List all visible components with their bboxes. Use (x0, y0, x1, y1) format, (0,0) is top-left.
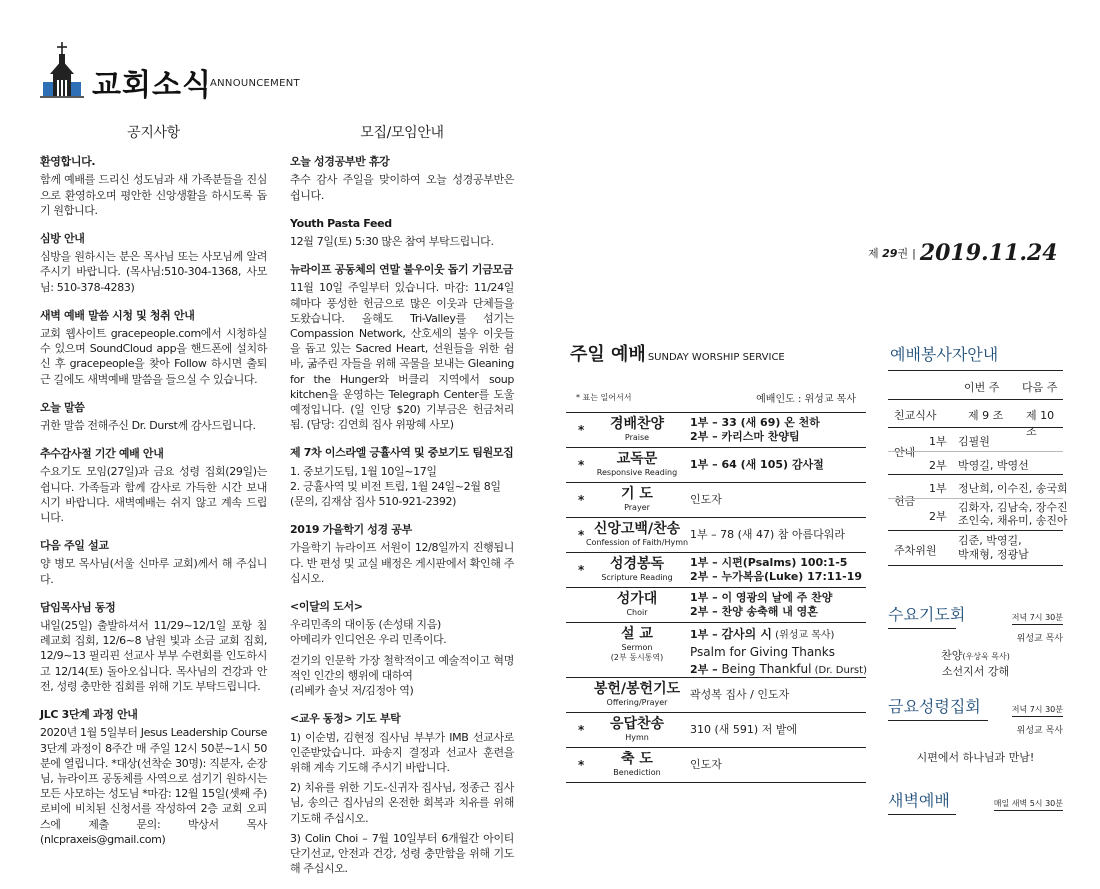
row-label: 친교식사 (894, 409, 937, 422)
meeting-detail: 찬양 (941, 649, 963, 662)
part-label: 2부 (929, 459, 947, 472)
meeting-title: 수요기도회 (888, 605, 966, 624)
recruit-title: <이달의 도서> (290, 600, 363, 614)
notice-body: 함께 예배를 드리신 성도님과 새 가족분들을 진심으로 환영하오며 평안한 신앙생활을 하시도록 돕기 원합니다. (40, 173, 267, 217)
worship-detail: 1부 – 78 (새 47) 참 아름다워라 (690, 528, 846, 541)
recruit-title: <교우 동정> 기도 부탁 (290, 712, 401, 726)
divider (888, 628, 956, 629)
worship-row (566, 553, 866, 588)
row-label: 안내 (894, 446, 916, 459)
worship-row (566, 748, 866, 783)
worship-detail: 310 (새 591) 저 밭에 (690, 723, 798, 736)
worship-item-ko: 신앙고백/찬송 (593, 521, 681, 537)
worship-notes (566, 390, 866, 404)
stand-marker: * (578, 563, 585, 577)
notice-item (40, 154, 267, 218)
worship-row (566, 623, 866, 678)
meeting-leader: 위성교 목사 (1016, 634, 1063, 644)
sermon-part: 1부 – (690, 628, 722, 641)
worship-detail: 1부 – 64 (새 105) 감사절 (690, 458, 824, 471)
divider (888, 720, 988, 721)
notice-item (40, 446, 267, 525)
header-subtitle: ANNOUNCEMENT (210, 78, 300, 89)
worship-item-ko: 봉헌/봉헌기도 (593, 681, 681, 697)
worship-item-ko: 성경봉독 (609, 556, 665, 572)
worship-item-en: Praise (624, 433, 650, 442)
worship-item-en: Offering/Prayer (606, 698, 668, 707)
recruit-body: 12월 7일(토) 5:30 많은 참여 부탁드립니다. (290, 235, 494, 249)
notice-title: 오늘 말씀 (40, 400, 85, 414)
recruit-item (290, 154, 514, 203)
worship-detail: 곽성복 집사 / 인도자 (690, 688, 790, 701)
worship-item-en: Prayer (624, 503, 650, 512)
recruit-title: 뉴라이프 공동체의 연말 불우이웃 돕기 기금모금 (290, 263, 513, 277)
volume-suffix: 권 (897, 247, 909, 260)
notice-body: 귀한 말씀 전해주신 Dr. Durst께 감사드립니다. (40, 419, 256, 433)
volume-prefix: 제 (868, 247, 879, 260)
notice-title: 심방 안내 (40, 232, 85, 246)
recruit-body: 우리민족의 대이동 (손성태 지음) 아메리카 인디언은 우리 민족이다. (290, 618, 447, 647)
date-value: 2019.11.24 (919, 240, 1058, 266)
recruit-title: 2019 가을학기 성경 공부 (290, 523, 412, 537)
notice-title: 담임목사님 동정 (40, 600, 116, 614)
notice-body: 내일(25일) 출발하셔서 11/29~12/1일 포항 침례교회 집회, 12/6~8 남원 빛과 소금 교회 집회, 12/9~13 필리핀 선교사 부부 수련회를 인도하시고 12/14(토) 돌아오십니다. 목사님의 건강과 안전, 성령 충만한 집회를 위해 기도 부탁드립니다. (40, 619, 267, 693)
notices-column (40, 126, 267, 860)
stand-marker: * (578, 423, 585, 437)
worship-item-note: (2부 동시통역) (610, 653, 664, 662)
meeting-detail: 소선지서 강해 (941, 665, 1010, 678)
notice-item (40, 231, 267, 295)
recruit-body: 11월 10일 주일부터 있습니다. 마감: 11/24일 헤마다 풍성한 헌금으로 많은 이웃과 단체들을 도왔습니다. 올해도 Tri-Valley를 섬기는 Compassion Network, 산호세의 불우 이웃들을 돕고 있는 Sacred Heart, 선원들을 위한 쉼바, 굶주린 자들을 위해 곡물을 보내는 Gleaning for the Hunger와 버클리 지역에서 soup kitchen을 운영하는 Telegraph Center를 도울 예정입니다. (일 인당 $20) 기부금은 헌금처리 됨. (담당: 김연희 집사 위팡혜 사모) (290, 281, 514, 432)
recruit-body: 가을학기 뉴라이프 서원이 12/8일까지 진행됩니다. 반 편성 및 교실 배정은 게시판에서 확인해 주십시오. (290, 541, 514, 585)
meeting-title: 금요성령집회 (888, 697, 981, 716)
worship-item-ko: 교독문 (616, 451, 658, 467)
meeting-time: 저녁 7시 30분 (1012, 612, 1063, 625)
recruit-item (290, 262, 514, 432)
worship-detail: 2부 – 찬양 송축해 내 영혼 (690, 605, 818, 618)
servants-header (888, 371, 1063, 399)
servants-row-parking (888, 530, 1063, 566)
worship-item-ko: 설 교 (621, 626, 653, 642)
sermon-title-en: Psalm for Giving Thanks (690, 645, 835, 659)
col-next-week: 다음 주 (1022, 381, 1058, 394)
worship-detail: 1부 – 33 (새 69) 온 천하 (690, 416, 820, 429)
wednesday-prayer (888, 602, 1063, 679)
recruit-body: 2) 치유를 위한 기도-신귀자 집사님, 정종근 집사님, 송의근 집사님의 온전한 회복과 치유를 위해 기도해 주십시오. (290, 781, 514, 825)
worship-title-row (566, 340, 866, 366)
worship-detail: 2부 – 누가복음(Luke) 17:11-19 (690, 570, 863, 583)
volume-number: 29 (882, 247, 898, 260)
part-label: 2부 (929, 510, 947, 523)
volunteer-names: 김준, 박영길, (958, 534, 1022, 547)
meeting-detail: 시편에서 하나님과 만남! (916, 751, 1035, 764)
notice-item (40, 400, 267, 433)
sermon-part: 2부 – (690, 663, 722, 676)
notice-item (40, 308, 267, 387)
stand-marker: * (578, 458, 585, 472)
meeting-time: 매일 새벽 5시 30분 (994, 798, 1063, 811)
servants-row-usher (888, 427, 1063, 474)
recruit-item (290, 216, 514, 249)
recruit-item (290, 445, 514, 509)
recruit-heading: 모집/모임안내 (360, 125, 444, 141)
worship-item-ko: 경배찬양 (609, 416, 665, 432)
notice-title: 환영합니다. (40, 155, 96, 169)
row-label: 주차위원 (894, 544, 937, 557)
recruit-item (290, 711, 514, 876)
stand-note: * 표는 일어서서 (576, 393, 632, 402)
notice-item (40, 707, 267, 847)
recruit-body: 추수 감사 주일을 맞이하여 오늘 성경공부반은 쉽니다. (290, 173, 514, 202)
recruit-body: 3) Colin Choi – 7월 10일부터 6개월간 아이티 단기선교, 안전과 건강, 성령 충만함을 위해 기도해 주십시오. (290, 831, 514, 876)
worship-item-en: Scripture Reading (601, 573, 673, 582)
worship-item-en: Choir (626, 608, 648, 617)
stand-marker: * (578, 758, 585, 772)
worship-order (566, 340, 866, 783)
worship-row (566, 678, 866, 713)
volunteer-names: 박재형, 정광남 (958, 548, 1029, 561)
worship-item-en: Confession of Faith/Hymn (585, 538, 689, 547)
recruit-item (290, 599, 514, 698)
worship-row (566, 588, 866, 623)
notice-body: 2020년 1월 5일부터 Jesus Leadership Course 3단계 과정이 8주간 매 주일 12시 50분~1시 50분에 열립니다. *대상(선착순 30명): 직분자, 순장님, 뉴라이프 공동체를 사역으로 섬기기 원하시는 모든 사모하는 성도님 *마감: 12월 15일(셋째 주)로비에 비치된 신청서를 작성하여 2층 교회 오피스에 제출 문의: 박상서 목사 (nlcpraxeis@gmail.com) (40, 726, 267, 846)
church-icon (40, 40, 84, 98)
worship-item-ko: 기 도 (621, 486, 653, 502)
recruit-title: 오늘 성경공부반 휴강 (290, 155, 390, 169)
worship-subtitle: SUNDAY WORSHIP SERVICE (647, 352, 785, 363)
volunteer-names: 박영길, 박영선 (958, 459, 1029, 472)
cell-next: 제 10 조 (1026, 409, 1055, 438)
recruit-body: 걷기의 인문학 가장 철학적이고 예술적이고 혁명적인 인간의 행위에 대하여 (리베카 솔닛 저/김정아 역) (290, 653, 514, 698)
recruit-item (290, 522, 514, 586)
worship-title: 주일 예배 (570, 344, 646, 365)
sermon-preacher: (Dr. Durst) (811, 665, 867, 676)
worship-item-ko: 성가대 (616, 591, 658, 607)
worship-item-en: Benediction (613, 768, 661, 777)
volunteer-names: 김필원 (958, 435, 990, 448)
worship-detail: 1부 – 시편(Psalms) 100:1-5 (690, 556, 848, 569)
sermon-title: Being Thankful (721, 662, 812, 676)
recruit-title: Youth Pasta Feed (290, 216, 392, 230)
worship-detail: 1부 – 이 영광의 날에 주 찬양 (690, 591, 833, 604)
servants-title: 예배봉사자안내 (890, 345, 999, 364)
servants-table (888, 342, 1068, 566)
header (40, 40, 340, 103)
divider (888, 814, 956, 815)
cell-this: 제 9 조 (968, 409, 1004, 422)
recruit-body: 1) 이순범, 김현정 집사님 부부가 IMB 선교사로 인준받았습니다. 파송지 결정과 선교사 훈련을 위해 계속 기도해 주시기 바랍니다. (290, 730, 514, 774)
part-label: 1부 (929, 435, 947, 448)
worship-item-en: Hymn (625, 733, 649, 742)
notice-item (40, 538, 267, 587)
recruit-body: 1. 중보기도팀, 1월 10일~17일 2. 긍휼사역 및 비전 트립, 1월 24일~2월 8일 (문의, 김재삼 집사 510-921-2392) (290, 464, 501, 509)
notice-body: 양 병모 목사님(서울 신마루 교회)께서 해 주십니다. (40, 557, 267, 586)
worship-rows (566, 412, 866, 783)
part-label: 1부 (929, 482, 947, 495)
volunteer-names: 김화자, 김남숙, 장수진 (958, 501, 1068, 514)
sermon-title: 감사의 시 (721, 627, 772, 641)
worship-row (566, 413, 866, 448)
stand-marker: * (578, 723, 585, 737)
notices-heading: 공지사항 (127, 125, 180, 141)
notice-item (40, 600, 267, 694)
worship-item-en: Sermon (621, 643, 653, 652)
worship-detail: 인도자 (690, 493, 722, 506)
notice-title: 다음 주일 설교 (40, 539, 109, 553)
worship-row (566, 448, 866, 483)
recruit-title: 제 7차 이스라엘 긍휼사역 및 중보기도 팀원모집 (290, 446, 514, 460)
row-label: 헌금 (894, 495, 916, 508)
worship-item-ko: 축 도 (621, 751, 653, 767)
notice-body: 교회 웹사이트 gracepeople.com에서 시청하실 수 있으며 SoundCloud app을 핸드폰에 설치하신 후 gracepeople을 찾아 Follow 하시면 출퇴근 길에도 새벽예배 말씀을 들으실 수 있습니다. (40, 327, 267, 386)
meeting-leader: 위성교 목사 (1016, 726, 1063, 736)
worship-item-en: Responsive Reading (596, 468, 678, 477)
sermon-preacher: (위성교 목사) (772, 630, 835, 641)
dawn-worship (888, 788, 1063, 815)
worship-row (566, 483, 866, 518)
header-title: 교회소식 (92, 68, 212, 103)
meeting-title: 새벽예배 (888, 791, 950, 810)
meeting-detail-note: (우상욱 목사) (962, 652, 1010, 661)
notice-title: 추수감사절 기간 예배 안내 (40, 447, 164, 461)
meeting-time: 저녁 7시 30분 (1012, 704, 1063, 717)
volunteer-names: 조인숙, 채유미, 송진아 (958, 514, 1068, 527)
notice-title: JLC 3단계 과정 안내 (40, 708, 138, 722)
notice-body: 심방을 원하시는 분은 목사님 또는 사모님께 알려주시기 바랍니다. (목사님:510-304-1368, 사모님: 510-378-4283) (40, 250, 267, 294)
notice-body: 수요기도 모임(27일)과 금요 성령 집회(29일)는 쉽니다. 가족들과 함께 감사로 가득한 시간 보내시기 바랍니다. 새벽예배는 쉬지 않고 계속 드립니다. (40, 465, 267, 525)
recruit-column (290, 126, 514, 889)
worship-leader: 예배인도 : 위성교 목사 (756, 394, 856, 405)
worship-item-ko: 응답찬송 (609, 716, 665, 732)
worship-detail: 2부 – 카리스마 찬양팀 (690, 430, 800, 443)
worship-row (566, 713, 866, 748)
worship-row (566, 518, 866, 553)
friday-spirit-meeting (888, 694, 1063, 765)
servants-row-offering (888, 474, 1068, 530)
worship-detail: 인도자 (690, 758, 722, 771)
col-this-week: 이번 주 (964, 381, 1000, 394)
notice-title: 새벽 예배 말씀 시청 및 청취 안내 (40, 308, 195, 322)
bulletin-date (868, 240, 1058, 266)
servants-row-host (888, 399, 1063, 438)
stand-marker: * (578, 528, 585, 542)
volunteer-names: 정난희, 이수진, 송국희 (958, 482, 1068, 495)
date-separator: | (912, 246, 916, 260)
stand-marker: * (578, 493, 585, 507)
